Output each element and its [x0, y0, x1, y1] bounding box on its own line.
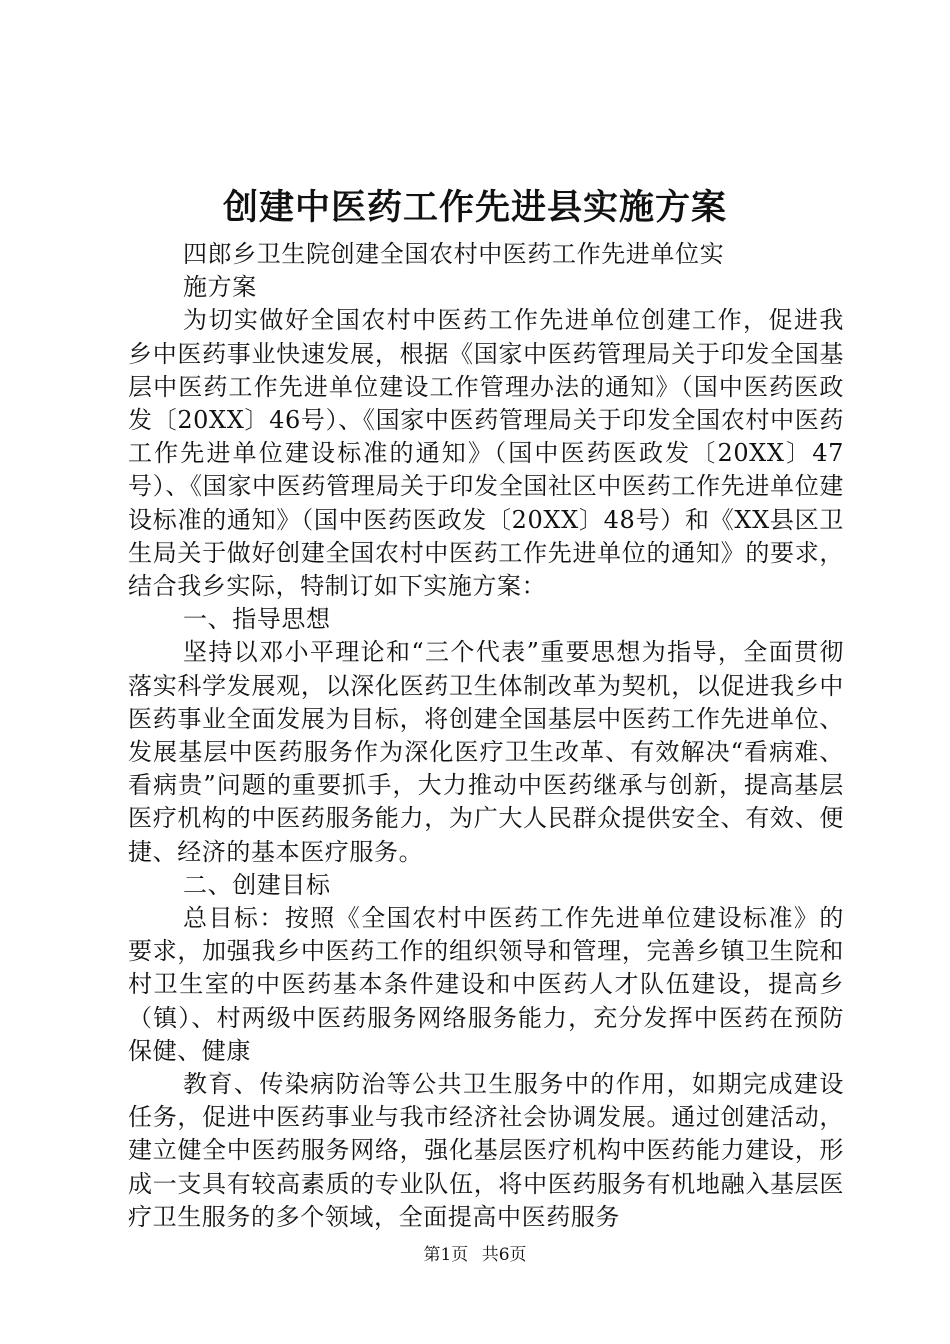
subtitle-line-2: 施方案: [183, 273, 257, 302]
subtitle-line-1: 四郎乡卫生院创建全国农村中医药工作先进单位实: [183, 240, 725, 268]
continuation-paragraph: 教育、传染病防治等公共卫生服务中的作用，如期完成建设任务，促进中医药事业与我市经济社会协调发展。通过创建活动，建立健全中医药服务网络，强化基层医疗机构中医药能力建设，形成一支具有较高素质的专业队伍，将中医药服务有机地融入基层医疗卫生服务的多个领域，全面提高中医药服务: [128, 1070, 844, 1231]
document-body: [128, 238, 844, 1234]
goal-paragraph: 总目标：按照《全国农村中医药工作先进单位建设标准》的要求，加强我乡中医药工作的组织领导和管理，完善乡镇卫生院和村卫生室的中医药基本条件建设和中医药人才队伍建设，提高乡（镇）、村两级中医药服务网络服务能力，充分发挥中医药在预防保健、健康: [128, 904, 844, 1065]
guiding-paragraph: 坚持以邓小平理论和“三个代表”重要思想为指导，全面贯彻落实科学发展观，以深化医药卫生体制改革为契机，以促进我乡中医药事业全面发展为目标，将创建全国基层中医药工作先进单位、发展基层中医药服务作为深化医疗卫生改革、有效解决“看病难、看病贵”问题的重要抓手，大力推动中医药继承与创新，提高基层医疗机构的中医药服务能力，为广大人民群众提供安全、有效、便捷、经济的基本医疗服务。: [128, 638, 844, 866]
page-footer: [0, 1243, 950, 1267]
section-heading-goals: 二、创建目标: [183, 870, 331, 899]
section-heading-guiding: 一、指导思想: [183, 605, 331, 634]
page-number-total: 共6页: [481, 1245, 527, 1265]
intro-paragraph: 为切实做好全国农村中医药工作先进单位创建工作，促进我乡中医药事业快速发展，根据《国家中医药管理局关于印发全国基层中医药工作先进单位建设工作管理办法的通知》（国中医药医政发〔20XX〕46号）、《国家中医药管理局关于印发全国农村中医药工作先进单位建设标准的通知》（国中医药医政发〔20XX〕47号）、《国家中医药管理局关于印发全国社区中医药工作先进单位建设标准的通知》（国中医药医政发〔20XX〕48号）和《XX县区卫生局关于做好创建全国农村中医药工作先进单位的通知》的要求，结合我乡实际，特制订如下实施方案：: [128, 306, 844, 601]
document-title: 创建中医药工作先进县实施方案: [222, 187, 727, 228]
page-number-current: 第1页: [423, 1245, 469, 1265]
